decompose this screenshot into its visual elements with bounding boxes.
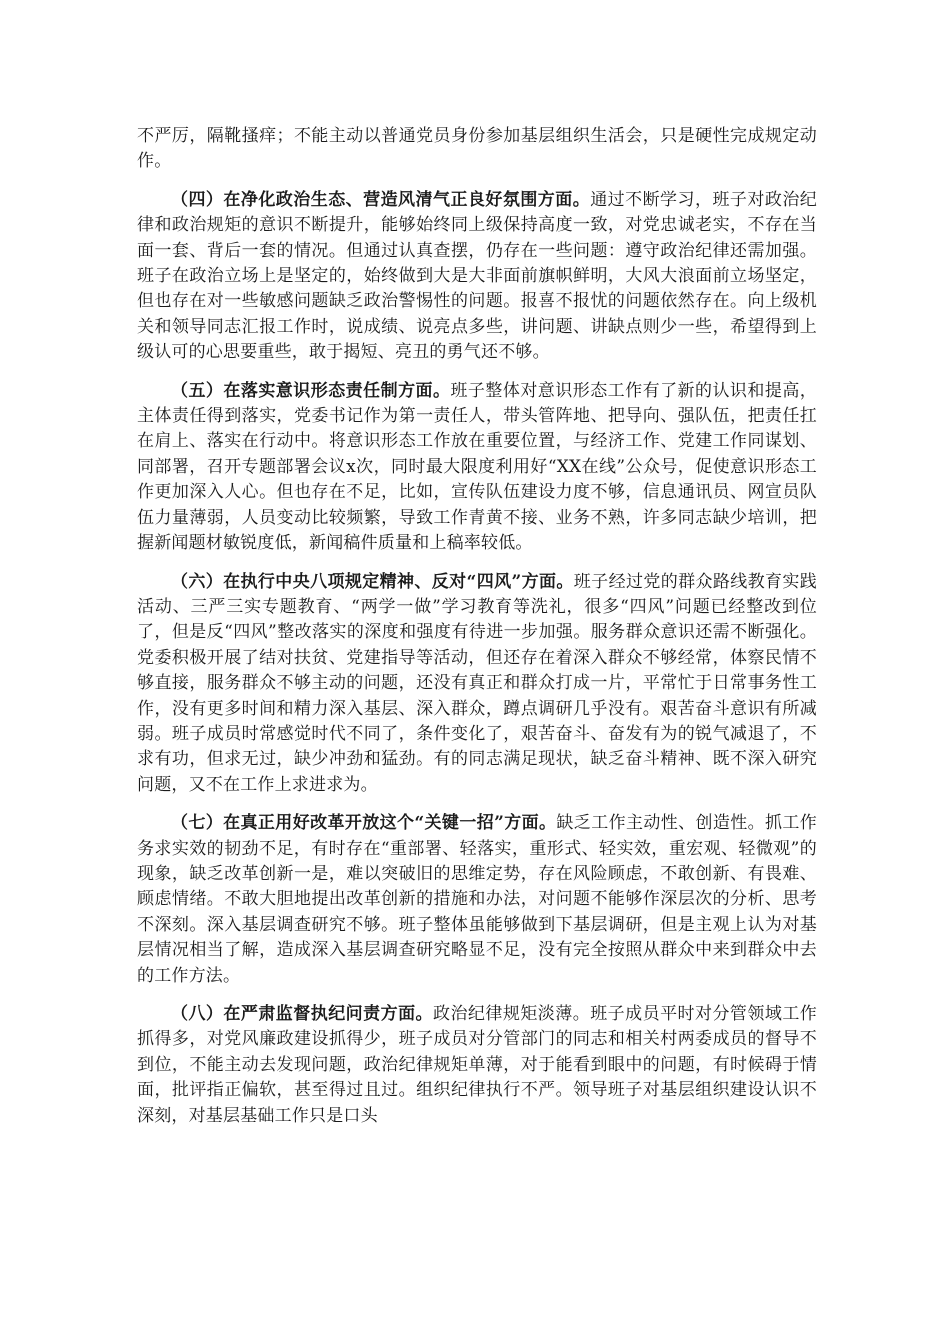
section-heading: （六）在执行中央八项规定精神、反对“四风”方面。: [171, 571, 574, 592]
document-page: [137, 124, 817, 1142]
paragraph-body: 缺乏工作主动性、创造性。抓工作务求实效的韧劲不足，有时存在“重部署、轻落实，重形式、轻实效，重宏观、轻微观”的现象，缺乏改革创新一是，难以突破旧的思维定势，存在风险顾虑，不敢创新、有畏难、顾虑情绪。不敢大胆地提出改革创新的措施和办法，对问题不能够作深层次的分析、思考不深刻。深入基层调查研究不够。班子整体虽能够做到下基层调研，但是主观上认为对基层情况相当了解，造成深入基层调查研究略显不足，没有完全按照从群众中来到群众中去的工作方法。: [137, 813, 818, 986]
paragraph-section-5: [137, 379, 817, 557]
section-heading: （八）在严肃监督执纪问责方面。: [171, 1004, 433, 1024]
paragraph-section-7: [137, 811, 817, 989]
paragraph-body: 政治纪律规矩淡薄。班子成员平时对分管领域工作抓得多，对党风廉政建设抓得少，班子成员对分管部门的同志和相关村两委成员的督导不到位，不能主动去发现问题，政治纪律规矩单薄，对于能看到眼中的问题，有时候碍于情面，批评指正偏软，甚至得过且过。组织纪律执行不严。领导班子对基层组织建设认识不深刻，对基层基础工作只是口头: [137, 1004, 817, 1126]
paragraph-section-4: [137, 188, 817, 366]
paragraph-continuation: [137, 124, 817, 175]
section-heading: （五）在落实意识形态责任制方面。: [171, 380, 451, 401]
paragraph-section-8: [137, 1002, 817, 1129]
paragraph-body: 班子经过党的群众路线教育实践活动、三严三实专题教育、“两学一做”学习教育等洗礼，很多“四风”问题已经整改到位了，但是反“四风”整改落实的深度和强度有待进一步加强。服务群众意识还需不断强化。党委积极开展了结对扶贫、党建指导等活动，但还存在着深入群众不够经常，体察民情不够直接，服务群众不够主动的问题，还没有真正和群众打成一片，平常忙于日常事务性工作，没有更多时间和精力深入基层、深入群众，蹲点调研几乎没有。艰苦奋斗意识有所减弱。班子成员时常感觉时代不同了，条件变化了，艰苦奋斗、奋发有为的锐气减退了，不求有功，但求无过，缺少冲劲和猛劲。有的同志满足现状，缺乏奋斗精神、既不深入研究问题，又不在工作上求进求为。: [137, 571, 817, 795]
section-heading: （七）在真正用好改革开放这个“关键一招”方面。: [171, 813, 557, 834]
paragraph-body: 不严厉，隔靴搔痒；不能主动以普通党员身份参加基层组织生活会，只是硬性完成规定动作。: [137, 126, 817, 172]
paragraph-body: 通过不断学习，班子对政治纪律和政治规矩的意识不断提升，能够始终同上级保持高度一致，对党忠诚老实，不存在当面一套、背后一套的情况。但通过认真查摆，仍存在一些问题：遵守政治纪律还需加强。班子在政治立场上是坚定的，始终做到大是大非面前旗帜鲜明，大风大浪面前立场坚定，但也存在对一些敏感问题缺乏政治警惕性的问题。报喜不报忧的问题依然存在。向上级机关和领导同志汇报工作时，说成绩、说亮点多些，讲问题、讲缺点则少一些，希望得到上级认可的心思要重些，敢于揭短、亮丑的勇气还不够。: [137, 189, 817, 363]
paragraph-body: 班子整体对意识形态工作有了新的认识和提高，主体责任得到落实，党委书记作为第一责任人，带头管阵地、把导向、强队伍，把责任扛在肩上、落实在行动中。将意识形态工作放在重要位置，与经济工作、党建工作同谋划、同部署，召开专题部署会议x次，同时最大限度利用好“XX在线”公众号，促使意识形态工作更加深入人心。但也存在不足，比如，宣传队伍建设力度不够，信息通讯员、网宣员队伍力量薄弱，人员变动比较频繁，导致工作青黄不接、业务不熟，许多同志缺少培训，把握新闻题材敏锐度低，新闻稿件质量和上稿率较低。: [137, 380, 817, 554]
paragraph-section-6: [137, 570, 817, 799]
section-heading: （四）在净化政治生态、营造风清气正良好氛围方面。: [171, 189, 591, 210]
